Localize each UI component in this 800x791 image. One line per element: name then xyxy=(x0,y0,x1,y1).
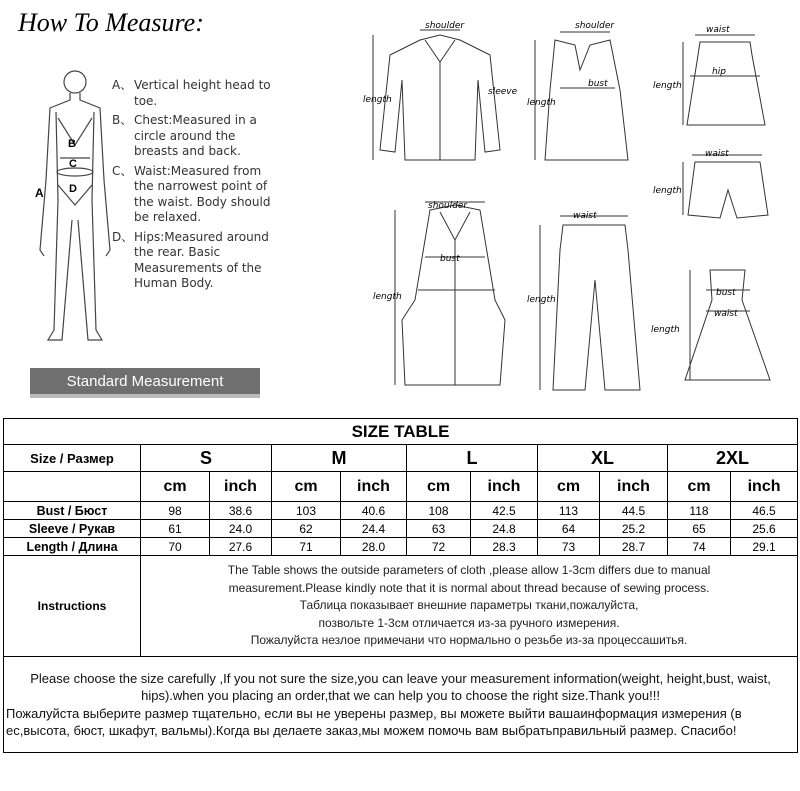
table-cell: 24.4 xyxy=(341,520,407,538)
measure-item-waist xyxy=(112,164,277,226)
instructions-line: позвольте 1-3см отличается из-за ручного измерения. xyxy=(318,615,620,630)
size-header-s: S xyxy=(141,445,272,472)
table-cell: 65 xyxy=(668,520,731,538)
table-cell: 38.6 xyxy=(210,502,272,520)
measure-key: B、 xyxy=(112,113,133,127)
note-russian: Пожалуйста выберите размер тщательно, если вы не уверены размер, вы можете выйти вашаинформация измерения (в ес,высота, бюст, шкафут, вальмы).Когда вы делаете заказ,мы можем помочь вам выбратьправильный размер. Спасибо! xyxy=(6,705,742,738)
unit-inch: inch xyxy=(210,472,272,502)
label-length-dress: length xyxy=(651,325,680,335)
table-cell: 118 xyxy=(668,502,731,520)
body-figure xyxy=(40,71,110,340)
size-header-xl: XL xyxy=(538,445,668,472)
label-length-pants: length xyxy=(527,295,556,305)
table-cell: 28.0 xyxy=(341,538,407,556)
label-length-shirt: length xyxy=(363,95,392,105)
table-cell: 25.2 xyxy=(600,520,668,538)
measure-key: A、 xyxy=(112,78,133,92)
table-cell: 29.1 xyxy=(731,538,798,556)
table-cell: 98 xyxy=(141,502,210,520)
row-label: Sleeve / Рукав xyxy=(4,520,141,538)
instructions-label: Instructions xyxy=(4,556,141,657)
table-cell: 63 xyxy=(407,520,471,538)
label-waist-skirt: waist xyxy=(706,25,730,35)
measure-item-chest xyxy=(112,113,277,160)
table-cell: 70 xyxy=(141,538,210,556)
size-header-m: M xyxy=(272,445,407,472)
measure-item-height xyxy=(112,78,277,109)
table-cell: 46.5 xyxy=(731,502,798,520)
measure-key: C、 xyxy=(112,163,133,178)
table-row-length xyxy=(4,538,798,556)
measure-item-hips xyxy=(112,230,277,292)
table-cell: 103 xyxy=(272,502,341,520)
label-shoulder-shirt: shoulder xyxy=(425,21,465,31)
body-letter-a: A xyxy=(35,186,44,200)
unit-cm: cm xyxy=(141,472,210,502)
unit-cm: cm xyxy=(272,472,341,502)
size-header-2xl: 2XL xyxy=(668,445,798,472)
body-letter-b: B xyxy=(68,138,76,150)
table-cell: 44.5 xyxy=(600,502,668,520)
instructions-line: The Table shows the outside parameters of cloth ,please allow 1-3cm differs due to manual xyxy=(227,563,711,578)
unit-corner xyxy=(4,472,141,502)
label-bust-tank: bust xyxy=(588,79,608,89)
table-cell: 27.6 xyxy=(210,538,272,556)
measure-key: D、 xyxy=(112,229,134,244)
table-cell: 72 xyxy=(407,538,471,556)
unit-inch: inch xyxy=(731,472,798,502)
label-length-skirt: length xyxy=(653,81,682,91)
row-label: Bust / Бюст xyxy=(4,502,141,520)
measure-text: Chest:Measured in a circle around the breasts and back. xyxy=(134,113,257,158)
label-waist-pants: waist xyxy=(573,211,597,221)
page-title: How To Measure: xyxy=(18,8,204,37)
label-length-shorts: length xyxy=(653,186,682,196)
table-cell: 24.8 xyxy=(471,520,538,538)
table-cell: 42.5 xyxy=(471,502,538,520)
instructions-row xyxy=(4,556,798,657)
unit-cm: cm xyxy=(407,472,471,502)
label-bust-dress: bust xyxy=(716,288,736,298)
unit-inch: inch xyxy=(600,472,668,502)
unit-cm: cm xyxy=(538,472,600,502)
note-english: Please choose the size carefully ,If you not sure the size,you can leave your measurement information(weight, height,bust, waist, hips).when you placing an order,that we can help you to choose the right size.Thank you!!! xyxy=(30,670,771,703)
label-waist-shorts: waist xyxy=(705,149,729,159)
note-cell xyxy=(4,657,798,753)
table-corner-label: Size / Размер xyxy=(4,445,141,472)
label-waist-dress: waist xyxy=(714,309,738,319)
instructions-line: measurement.Please kindly note that it is normal about thread because of sewing process. xyxy=(228,580,710,595)
table-cell: 61 xyxy=(141,520,210,538)
body-letter-d: D xyxy=(69,183,77,195)
instructions-line: Таблица показывает внешние параметры ткани,пожалуйста, xyxy=(299,598,639,613)
standard-measurement-badge: Standard Measurement xyxy=(30,368,260,394)
measure-text: Waist:Measured from the narrowest point of the waist. Body should be relaxed. xyxy=(134,163,271,224)
instructions-text xyxy=(141,556,798,657)
label-bust-coat: bust xyxy=(440,254,460,264)
label-shoulder-coat: shoulder xyxy=(428,201,468,211)
table-cell: 71 xyxy=(272,538,341,556)
size-table xyxy=(3,418,798,753)
table-cell: 73 xyxy=(538,538,600,556)
note-row xyxy=(4,657,798,753)
label-shoulder-tank: shoulder xyxy=(575,21,615,31)
instructions-line: Пожалуйста незлое примечани что нормально о резьбе из-за процессашитья. xyxy=(250,633,688,648)
table-caption: SIZE TABLE xyxy=(4,419,798,445)
table-cell: 74 xyxy=(668,538,731,556)
measurement-guide xyxy=(112,78,277,296)
table-cell: 25.6 xyxy=(731,520,798,538)
label-sleeve-shirt: sleeve xyxy=(488,87,518,97)
measure-text: Vertical height head to toe. xyxy=(134,78,271,108)
label-hip-skirt: hip xyxy=(712,67,726,77)
table-cell: 24.0 xyxy=(210,520,272,538)
table-row-bust xyxy=(4,502,798,520)
table-cell: 64 xyxy=(538,520,600,538)
table-cell: 28.7 xyxy=(600,538,668,556)
label-length-coat: length xyxy=(373,292,402,302)
size-header-l: L xyxy=(407,445,538,472)
table-cell: 40.6 xyxy=(341,502,407,520)
measure-text: Hips:Measured around the rear. Basic Measurements of the Human Body. xyxy=(134,229,269,290)
unit-inch: inch xyxy=(341,472,407,502)
table-cell: 28.3 xyxy=(471,538,538,556)
body-letter-c: C xyxy=(69,158,77,170)
table-row-sleeve xyxy=(4,520,798,538)
label-length-tank: length xyxy=(527,98,556,108)
unit-inch: inch xyxy=(471,472,538,502)
table-cell: 108 xyxy=(407,502,471,520)
unit-cm: cm xyxy=(668,472,731,502)
table-cell: 113 xyxy=(538,502,600,520)
row-label: Length / Длина xyxy=(4,538,141,556)
table-cell: 62 xyxy=(272,520,341,538)
